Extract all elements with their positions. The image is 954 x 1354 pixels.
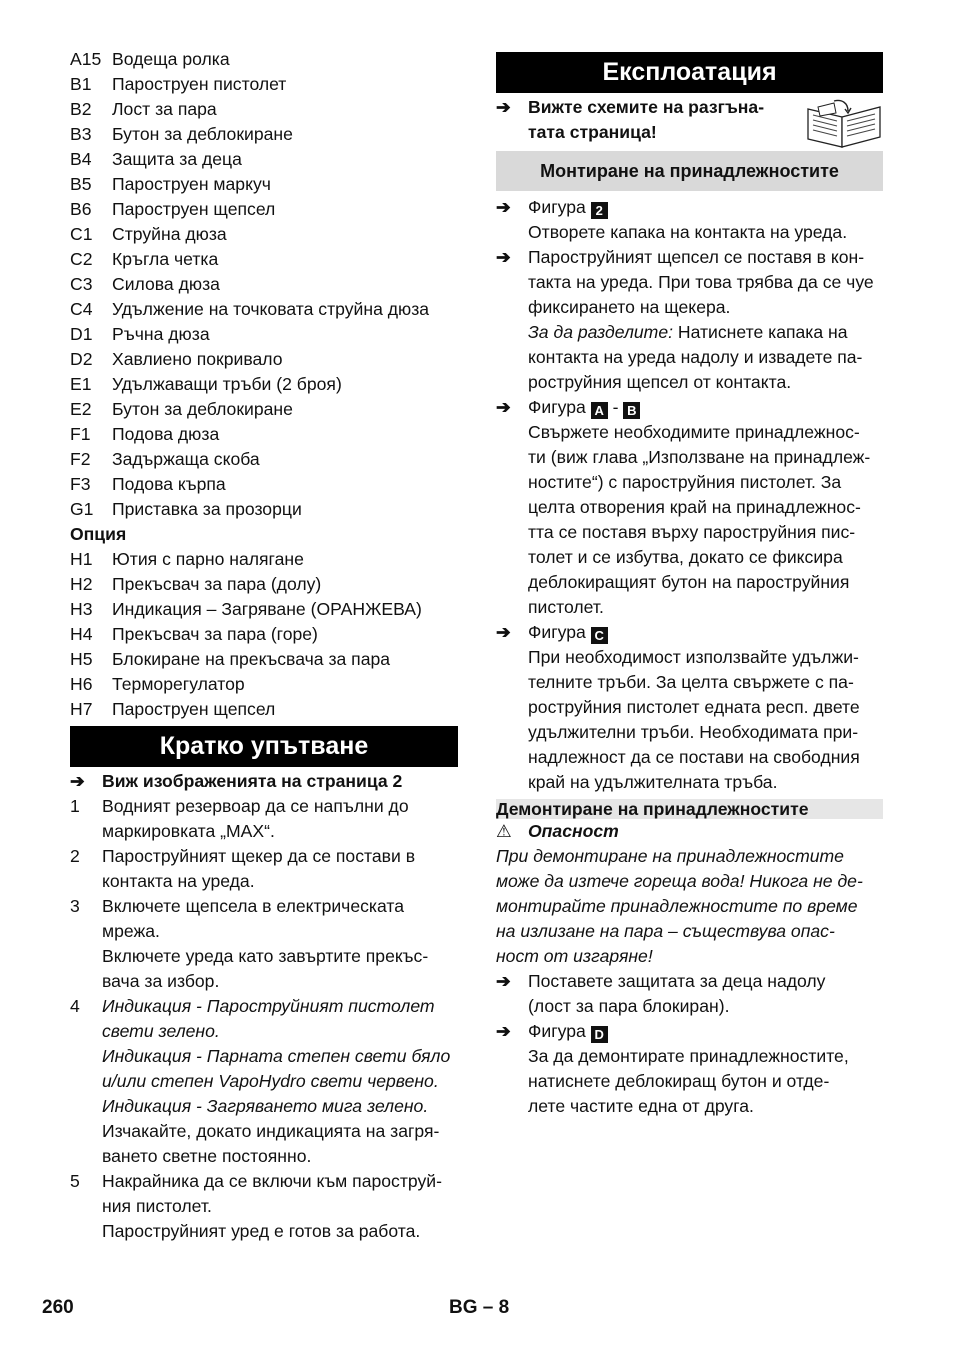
- list-item: H5 Блокиране на прекъсвача за пара: [70, 649, 391, 669]
- page-number: 260: [42, 1297, 74, 1318]
- list-item: F3 Подова кърпа: [70, 474, 226, 494]
- list-item: B6 Пароструен щепсел: [70, 199, 276, 219]
- arrow-right-icon: ➔: [496, 971, 511, 991]
- option-heading: Опция: [70, 524, 127, 544]
- instruction-item: ➔ Фигура 2 Отворете капака на контакта на уреда.: [496, 195, 883, 245]
- section-title-short-guide: Кратко упътване: [70, 726, 458, 767]
- instruction-item: ➔ Фигура D За да демонтирате принадлежностите, натиснете деблокиращ бутон и отде- лете частите една от друга.: [496, 1019, 883, 1119]
- list-item: B2 Лост за пара: [70, 99, 217, 119]
- option-list: [70, 547, 458, 722]
- figure-ref-badge: 2: [591, 202, 608, 219]
- list-item: C4 Удължение на точковата струйна дюза: [70, 299, 430, 319]
- list-item: F1 Подова дюза: [70, 424, 220, 444]
- step-item: 2 Пароструйният щекер да се постави в контакта на уреда.: [70, 846, 416, 891]
- step-item: 5 Накрайника да се включи към пароструй- ния пистолет. Пароструйният уред е готов за работа.: [70, 1171, 442, 1241]
- list-item: B1 Пароструен пистолет: [70, 74, 287, 94]
- list-item: E2 Бутон за деблокиране: [70, 399, 293, 419]
- list-item: H3 Индикация – Загряване (ОРАНЖЕВА): [70, 599, 422, 619]
- list-item: F2 Задържаща скоба: [70, 449, 260, 469]
- arrow-right-icon: ➔: [496, 97, 511, 117]
- left-column: [70, 47, 458, 1244]
- arrow-right-icon: ➔: [496, 1021, 511, 1041]
- instruction-item: ➔ Пароструйният щепсел се поставя в кон- такта на уреда. При това трябва да се чуе фиксирането на щекера. За да разделите: Натиснете капака на контакта на уреда надолу и извадете па- роструйния щепсел от контакта.: [496, 245, 883, 395]
- warning-icon: ⚠: [496, 821, 512, 841]
- instruction-item: ➔ Фигура C При необходимост използвайте удължи- телните тръби. За целта свържете с па- роструйния пистолет едната респ. двете удължителни тръби. Необходимата при- надлежност да се постави на свободния край на удължителната тръба.: [496, 620, 883, 795]
- list-item: C3 Силова дюза: [70, 274, 220, 294]
- step-item: 1 Водният резервоар да се напълни до маркировката „MAX“.: [70, 796, 409, 841]
- arrow-right-icon: ➔: [496, 622, 511, 642]
- section-title-operation: Експлоатация: [496, 52, 883, 93]
- see-images-note: ➔ Виж изображенията на страница 2: [70, 769, 458, 794]
- step-item: 3 Включете щепсела в електрическата мрежа. Включете уреда като завъртите прекъс- вача за избор.: [70, 896, 429, 991]
- page-label: BG – 8: [449, 1297, 510, 1318]
- arrow-right-icon: ➔: [496, 197, 511, 217]
- list-item: G1 Приставка за прозорци: [70, 499, 302, 519]
- figure-ref-badge: A: [591, 402, 608, 419]
- figure-ref-badge: D: [591, 1026, 608, 1043]
- figure-ref-badge: B: [623, 402, 640, 419]
- see-fold-note: ➔ Вижте схемите на разгъна- тата страница!: [496, 95, 883, 151]
- list-item: H2 Прекъсвач за пара (долу): [70, 574, 322, 594]
- list-item: E1 Удължаващи тръби (2 броя): [70, 374, 342, 394]
- list-item: B4 Защита за деца: [70, 149, 242, 169]
- list-item: H4 Прекъсвач за пара (горе): [70, 624, 318, 644]
- open-book-icon: [804, 99, 884, 154]
- instruction-item: ➔ Поставете защитата за деца надолу (лост за пара блокиран).: [496, 969, 883, 1019]
- arrow-right-icon: ➔: [70, 771, 85, 791]
- arrow-right-icon: ➔: [496, 397, 511, 417]
- subsection-title-mount: Монтиране на принадлежностите: [496, 151, 883, 191]
- list-item: H6 Терморегулатор: [70, 674, 245, 694]
- list-item: C1 Струйна дюза: [70, 224, 227, 244]
- list-item: C2 Кръгла четка: [70, 249, 219, 269]
- figure-ref-badge: C: [591, 627, 608, 644]
- list-item: B3 Бутон за деблокиране: [70, 124, 293, 144]
- list-item: A15 Водеща ролка: [70, 49, 230, 69]
- parts-list: [70, 47, 458, 522]
- list-item: D2 Хавлиено покривало: [70, 349, 283, 369]
- step-item: 4 Индикация - Пароструйният пистолет свети зелено. Индикация - Парната степен свети бяло и/или степен VapoHydro свети червено. Индикация - Загряването мига зелено. Изчакайте, докато индикацията на загря- ването светне постоянно.: [70, 996, 451, 1166]
- danger-heading: ⚠ Опасност: [496, 819, 883, 844]
- list-item: H1 Ютия с парно налягане: [70, 549, 304, 569]
- subsection-title-dismount: Демонтиране на принадлежностите: [496, 799, 883, 819]
- instruction-item: ➔ Фигура A - B Свържете необходимите принадлежнос- ти (виж глава „Използване на принадлеж- ностите“) с пароструйния пистолет. За целта отворения край на принадлежнос- тта се поставя върху пароструйния пис- толет и се избутва, докато се фиксира деблокиращият бутон на пароструйния пистолет.: [496, 395, 883, 620]
- right-column: Експлоатация ➔ Вижте схемите на разгъна- тата страница! Монтиране на принадлежностите ➔ Фигура 2 Отворете капака на контакта на уреда. ➔ Пароструйният щепсел се поставя в кон- такта на уреда. При това трябва да се чуе фиксирането на щекера. За да разделите: Натиснете капака на контакта на уреда надолу и извадете па- роструйния щепсел от контакта. ➔ Фигура A - B Свържете необходимите принадлежнос- ти (виж глава „Използване на принадлеж- ностите“) с пароструйния пистолет. За целта отворения край на принадлежнос- тта се поставя върху пароструйния пис- толет и се избутва, докато се фиксира деблокиращият бутон на пароструйния пистолет. ➔ Фигура C При необходимост използвайте удължи- телните тръби. За целта свържете с па- роструйния пистолет едната респ. двете удължителни тръби. Необходимата при- надлежност да се постави на свободния край на удължителната тръба. Демонтиране на принадлежностите ⚠ Опасност При демонтиране на принадлежностите може да изтече гореща вода! Никога не де- монтирайте принадлежностите по време на излизане на пара – съществува опас- ност от изгаряне! ➔ Поставете защитата за деца надолу (лост за пара блокиран). ➔ Фигура D За да демонтирате принадлежностите, натиснете деблокиращ бутон и отде- лете частите една от друга.: [496, 52, 883, 1119]
- list-item: D1 Ръчна дюза: [70, 324, 210, 344]
- list-item: B5 Пароструен маркуч: [70, 174, 271, 194]
- arrow-right-icon: ➔: [496, 247, 511, 267]
- list-item: H7 Пароструен щепсел: [70, 699, 276, 719]
